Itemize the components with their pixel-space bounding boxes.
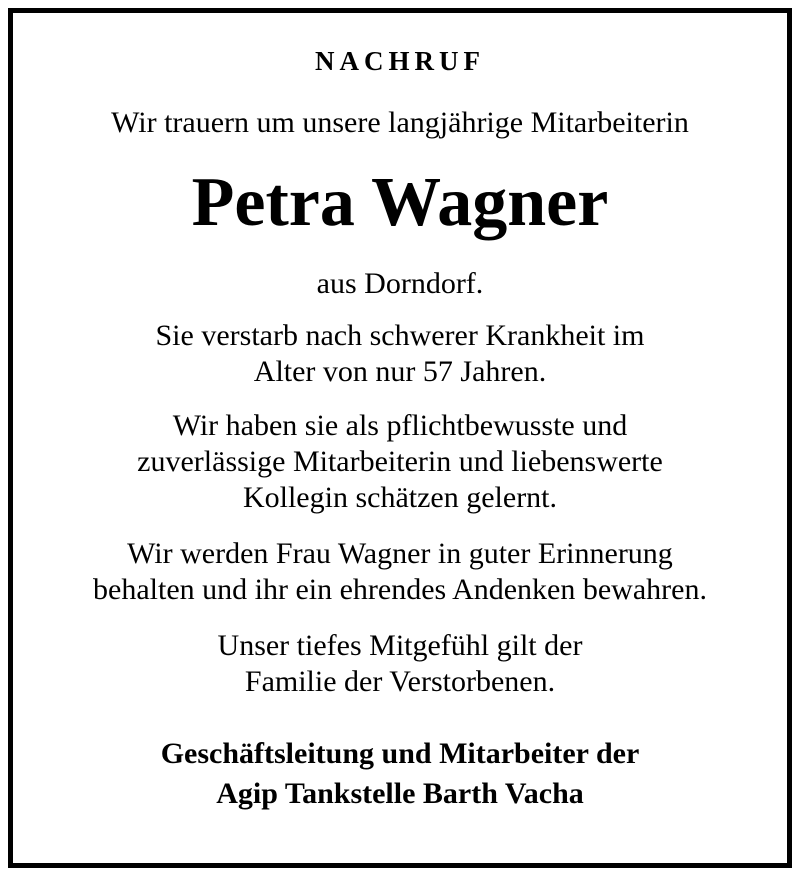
- notice-intro: Wir trauern um unsere langjährige Mitarbeiterin: [111, 106, 689, 139]
- notice-heading: NACHRUF: [315, 46, 485, 76]
- sympathy-paragraph: [0, 628, 800, 700]
- praise-line: zuverlässige Mitarbeiterin und liebenswerte: [137, 445, 663, 478]
- sympathy-line: Familie der Verstorbenen.: [244, 665, 556, 698]
- age-paragraph: [0, 318, 800, 390]
- deceased-name: Petra Wagner: [191, 164, 609, 241]
- signature-block: [0, 734, 800, 814]
- signature-line: Geschäftsleitung und Mitarbeiter der: [160, 737, 640, 770]
- signature-line: Agip Tankstelle Barth Vacha: [216, 777, 584, 810]
- memory-line: behalten und ihr ein ehrendes Andenken bewahren.: [93, 573, 707, 606]
- age-line: Sie verstarb nach schwerer Krankheit im: [155, 319, 645, 352]
- age-line: Alter von nur 57 Jahren.: [253, 355, 547, 388]
- memory-paragraph: [0, 536, 800, 608]
- deceased-origin: aus Dorndorf.: [316, 267, 484, 300]
- praise-paragraph: [0, 408, 800, 516]
- memory-line: Wir werden Frau Wagner in guter Erinnerung: [127, 537, 673, 570]
- praise-line: Kollegin schätzen gelernt.: [242, 481, 558, 514]
- sympathy-line: Unser tiefes Mitgefühl gilt der: [217, 629, 583, 662]
- praise-line: Wir haben sie als pflichtbewusste und: [172, 409, 628, 442]
